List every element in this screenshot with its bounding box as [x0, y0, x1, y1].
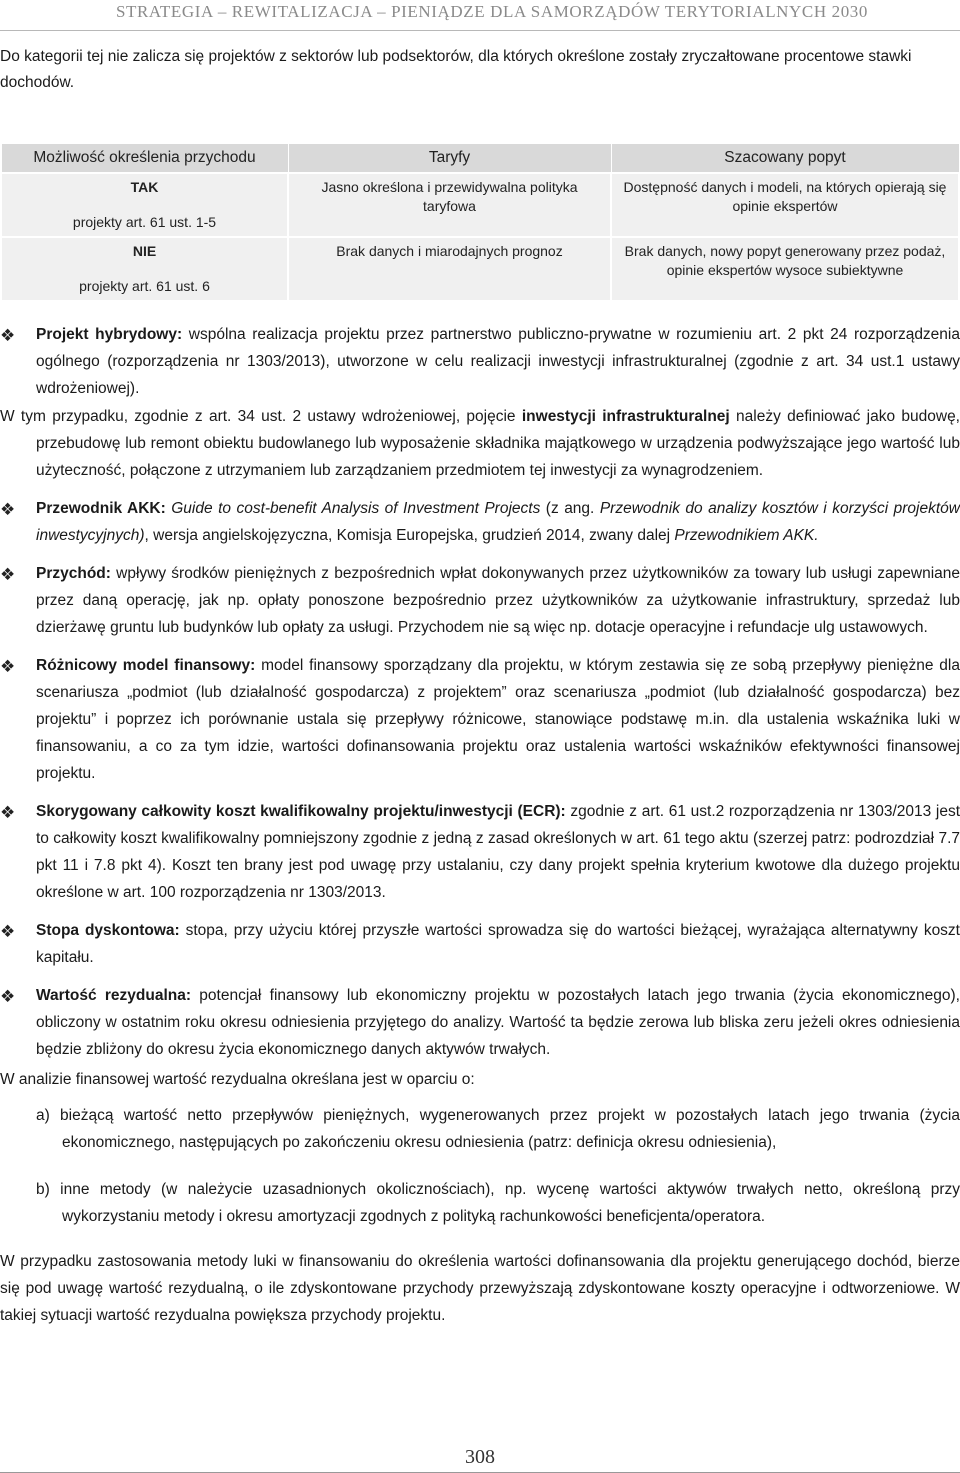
closing-paragraph: W przypadku zastosowania metody luki w finansowaniu do określenia wartości dofinansowania dla projektu generującego dochód, bierze się pod uwagę wartość rezydualną, o ile zdyskontowane przychody przewyższają zdyskontowane koszty operacyjne i odtworzeniowe. W takiej sytuacji wartość rezydualna powiększa przychody projektu.	[0, 1253, 960, 1324]
definition-financial-model	[0, 652, 960, 787]
diamond-bullet-icon: ❖	[0, 565, 16, 584]
definition-text: model finansowy sporządzany dla projektu, w którym zestawia się ze sobą przepływy pieniężne dla scenariusza „podmiot (lub działalność gospodarcza) z projektem” oraz scenariusza „podmiot (lub działalność gospodarcza) bez projektu” i poprzez ich porównanie ustala się przepływy różnicowe, stanowiące podstawę m.in. dla ustalenia wskaźnika luki w finansowaniu, a co za tym idzie, wartości dofinansowania projektu oraz ustalenia wartości wskaźników efektywności finansowej projektu.	[36, 657, 960, 782]
table-header-cell: Możliwość określenia przychodu	[1, 144, 288, 174]
diamond-bullet-icon: ❖	[0, 657, 16, 676]
guide-alias: Przewodnikiem AKK.	[674, 527, 819, 544]
diamond-bullet-icon: ❖	[0, 803, 16, 822]
definition-revenue	[0, 560, 960, 641]
table-cell	[1, 173, 288, 237]
definition-text: potencjał finansowy lub ekonomiczny projektu w pozostałych latach jego trwania (życia ekonomicznego), obliczony w ostatnim roku okresu odniesienia przyjętego do analizy. Wartość ta będzie zerowa lub bliska zeru jeżeli okres odniesienia będzie zbliżony do okresu życia ekonomicznego danych aktywów trwałych.	[36, 987, 960, 1058]
table-cell-sub: projekty art. 61 ust. 1-5	[72, 214, 217, 230]
definition-text: wpływy środków pieniężnych z bezpośrednich wpłat dokonywanych przez użytkowników za towary lub usługi zapewniane przez daną operację, jak np. opłaty ponoszone bezpośrednio przez użytkowników za użytkowanie infrastruktury, sprzedaż lub dzierżawę gruntu lub budynków lub opłaty za usługi. Przychodem nie są więc np. dotacje operacyjne i refundacje ulg ustawowych.	[36, 565, 960, 636]
definition-text: stopa, przy użyciu której przyszłe wartości sprowadza się do wartości bieżącej, wyrażająca alternatywny koszt kapitału.	[36, 922, 960, 966]
table-header-cell: Szacowany popyt	[611, 144, 959, 174]
table-cell	[1, 237, 288, 301]
table-cell-key: TAK	[130, 179, 159, 195]
guide-title: Guide to cost-benefit Analysis of Investment Projects	[171, 500, 541, 517]
diamond-bullet-icon: ❖	[0, 500, 16, 519]
table-header-row	[1, 144, 959, 174]
definition-term: Przychód:	[36, 565, 111, 582]
diamond-bullet-icon: ❖	[0, 987, 16, 1006]
definition-text: zgodnie z art. 61 ust.2 rozporządzenia nr 1303/2013 jest to całkowity koszt kwalifikowalny pomniejszony zgodnie z jedną z zasad określonych w art. 61 tego aktu (szerzej patrz: podrozdział 7.7 pkt 11 i 7.8 pkt 4). Koszt ten brany jest pod uwagę przy ustalaniu, czy dany projekt spełnia kryterium kwotowe dla dużego projektu określone w art. 100 rozporządzenia nr 1303/2013.	[36, 803, 960, 901]
definition-term: Przewodnik AKK:	[36, 500, 166, 517]
guide-title-pl: Przewodnik do analizy kosztów i korzyści projektów inwestycyjnych)	[36, 500, 960, 544]
table-cell-sub: projekty art. 61 ust. 6	[79, 278, 210, 294]
definition-text: wspólna realizacja projektu przez partnerstwo publiczno-prywatne w rozumieniu art. 2 pkt 24 rozporządzenia ogólnego (rozporządzenia nr 1303/2013), utworzone w celu realizacji inwestycji infrastrukturalnej (zgodnie z art. 34 ust.1 ustawy wdrożeniowej).	[36, 326, 960, 397]
table-cell: Dostępność danych i modeli, na których opierają się opinie ekspertów	[611, 173, 959, 237]
table-header-cell: Taryfy	[288, 144, 611, 174]
definitions-body	[0, 321, 960, 1329]
note-term: inwestycji infrastrukturalnej	[521, 408, 730, 425]
list-item: a) bieżącą wartość netto przepływów pieniężnych, wygenerowanych przez projekt w pozostałych latach jego trwania (życia ekonomicznego, następujących po zakończeniu okresu odniesienia (patrz: definicja okresu odniesienia),	[36, 1107, 960, 1151]
note-text: W tym przypadku, zgodnie z art. 34 ust. 2 ustawy wdrożeniowej, pojęcie	[0, 408, 522, 425]
definition-akk-guide	[0, 495, 960, 549]
intro-paragraph: Do kategorii tej nie zalicza się projektów z sektorów lub podsektorów, dla których określone zostały zryczałtowane procentowe stawki dochodów.	[0, 48, 912, 91]
table-cell: Jasno określona i przewidywalna polityka taryfowa	[288, 173, 611, 237]
definition-residual-value	[0, 982, 960, 1063]
definition-ecr	[0, 798, 960, 906]
table-cell: Brak danych, nowy popyt generowany przez podaż, opinie ekspertów wysoce subiektywne	[611, 237, 959, 301]
infrastructure-note	[0, 403, 960, 484]
diamond-bullet-icon: ❖	[0, 922, 16, 941]
revenue-table	[0, 143, 960, 302]
definition-term: Wartość rezydualna:	[36, 987, 192, 1004]
definition-term: Skorygowany całkowity koszt kwalifikowalny projektu/inwestycji (ECR):	[36, 803, 566, 820]
list-item: b) inne metody (w należycie uzasadnionych okolicznościach), np. wycenę wartości aktywów trwałych netto, określoną przy wykorzystaniu metody i okresu amortyzacji zgodnych z polityką rachunkowości beneficjenta/operatora.	[36, 1181, 960, 1225]
table-cell: Brak danych i miarodajnych prognoz	[288, 237, 611, 301]
definition-term: Stopa dyskontowa:	[36, 922, 180, 939]
definition-term: Projekt hybrydowy:	[36, 326, 183, 343]
definition-text: , wersja angielskojęzyczna, Komisja Europejska, grudzień 2014, zwany dalej	[144, 527, 675, 544]
running-header: STRATEGIA – REWITALIZACJA – PIENIĄDZE DLA SAMORZĄDÓW TERYTORIALNYCH 2030	[115, 2, 868, 21]
definition-term: Różnicowy model finansowy:	[36, 657, 256, 674]
definition-discount-rate	[0, 917, 960, 971]
header-divider	[0, 30, 960, 31]
diamond-bullet-icon: ❖	[0, 326, 16, 345]
page-number: 308	[465, 1446, 495, 1468]
table-row	[1, 173, 959, 237]
definition-text: (z ang.	[540, 500, 600, 517]
note-text: należy definiować jako budowę, przebudowę lub remont obiektu budowlanego lub wyposażenie składnika majątkowego w urządzenia podwyższające jego wartość lub użyteczność, połączone z utrzymaniem lub zarządzaniem przedmiotem tej inwestycji za wynagrodzeniem.	[36, 408, 960, 479]
table-row	[1, 237, 959, 301]
residual-intro: W analizie finansowej wartość rezydualna określana jest w oparciu o:	[0, 1071, 475, 1088]
table-cell-key: NIE	[132, 243, 157, 259]
definition-hybrid-project	[0, 321, 960, 402]
